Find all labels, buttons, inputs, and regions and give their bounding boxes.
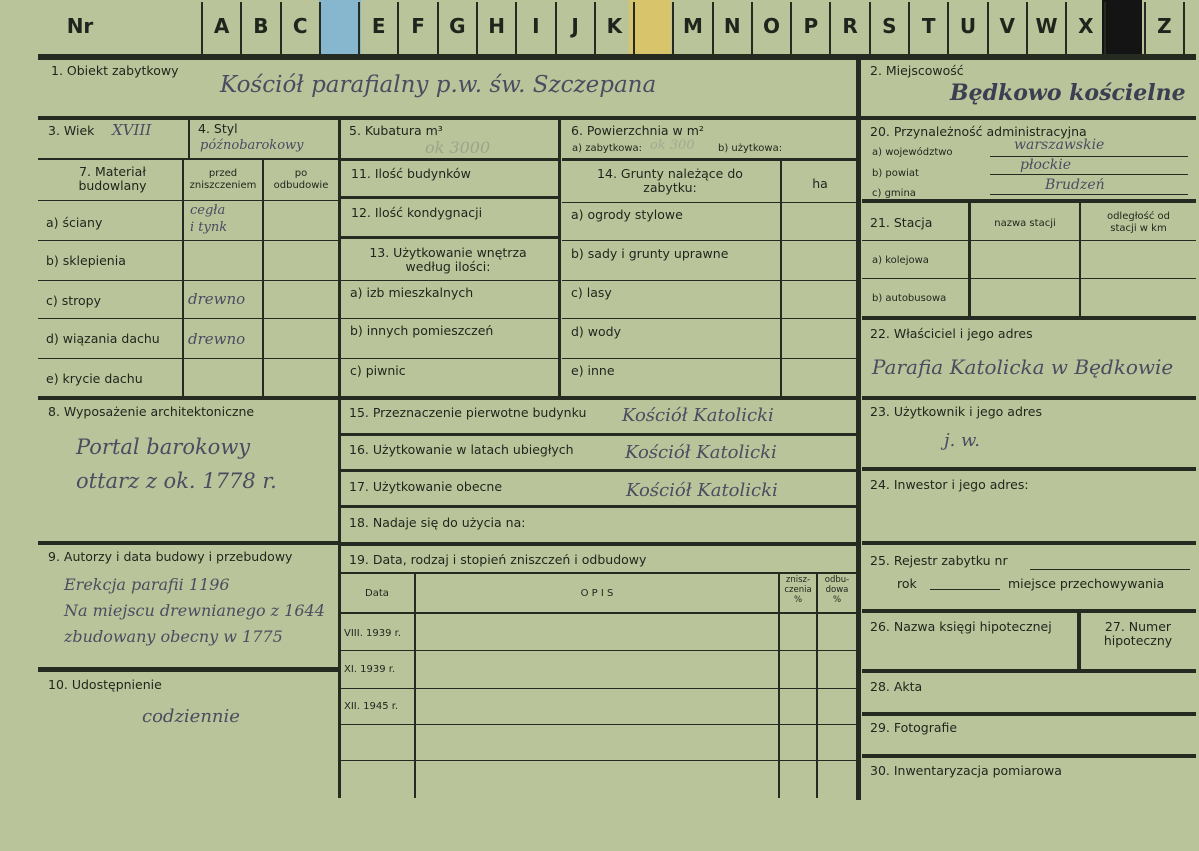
letter-separator: [594, 2, 596, 54]
letter-cell: G: [449, 14, 466, 38]
label-voivodeship: a) województwo: [872, 147, 953, 158]
letter-separator: [1026, 2, 1028, 54]
letter-separator: [751, 2, 753, 54]
label-authors: 9. Autorzy i data budowy i przebudowy: [48, 549, 293, 564]
hw-volume: ok 3000: [425, 138, 491, 157]
hw-owner: Parafia Katolicka w Będkowie: [872, 355, 1174, 379]
letter-cell: O: [763, 14, 781, 38]
letter-cell: H: [488, 14, 505, 38]
label-rebuild-pct-col: odbu- dowa %: [824, 575, 850, 605]
letter-cell: [1105, 4, 1144, 48]
hw-walls: cegła i tynk: [190, 203, 228, 235]
label-architectural-equipment: 8. Wyposażenie architektoniczne: [48, 404, 255, 419]
label-suitable-for: 18. Nadaje się do użycia na:: [349, 515, 526, 530]
label-measurement-inventory: 30. Inwentaryzacja pomiarowa: [870, 763, 1062, 778]
label-area: 6. Powierzchnia w m²: [571, 123, 704, 138]
label-forests: c) lasy: [571, 285, 612, 300]
letter-cell: N: [723, 14, 741, 38]
letter-cell: I: [532, 14, 540, 38]
letter-separator: [790, 2, 792, 54]
hw-area: ok 300: [650, 138, 695, 153]
label-access: 10. Udostępnienie: [48, 677, 162, 692]
label-damage: 19. Data, rodzaj i stopień zniszczeń i odbudowy: [349, 552, 647, 567]
hw-voivodeship: warszawskie: [1014, 137, 1105, 153]
letter-cell: V: [999, 14, 1015, 38]
letter-cell: X: [1078, 14, 1094, 38]
letter-separator: [672, 2, 674, 54]
letter-separator: [908, 2, 910, 54]
label-station: 21. Stacja: [870, 215, 933, 230]
letter-cell: [634, 4, 673, 48]
label-commune: c) gmina: [872, 188, 916, 199]
hw-original-purpose: Kościół Katolicki: [622, 405, 774, 426]
letter-cell: F: [411, 14, 425, 38]
label-roof-truss: d) wiązania dachu: [46, 331, 160, 346]
letter-separator: [869, 2, 871, 54]
label-hectares: ha: [812, 176, 828, 191]
label-cellars: c) piwnic: [350, 363, 406, 378]
label-century: 3. Wiek: [48, 123, 95, 138]
letter-separator: [633, 2, 635, 54]
label-station-name: nazwa stacji: [994, 218, 1056, 229]
label-files: 28. Akta: [870, 679, 923, 694]
nr-label: Nr: [66, 14, 94, 38]
letter-cell: E: [371, 14, 386, 38]
label-bus: b) autobusowa: [872, 293, 947, 304]
label-volume: 5. Kubatura m³: [349, 123, 443, 138]
hw-place: Będkowo kościelne: [950, 80, 1186, 106]
hw-authors: Erekcja parafii 1196 Na miejscu drewnianego z 1644 zbudowany obecny w 1775: [64, 575, 325, 646]
label-register-year: rok: [897, 576, 917, 591]
letter-cell: M: [683, 14, 703, 38]
letter-cell: R: [842, 14, 858, 38]
hw-county: płockie: [1020, 157, 1072, 173]
letter-separator: [1183, 2, 1185, 54]
label-walls: a) ściany: [46, 215, 103, 230]
label-description-col: O P I S: [580, 588, 614, 599]
label-orchards: b) sady i grunty uprawne: [571, 246, 729, 261]
letter-cell: C: [292, 14, 308, 38]
label-register: 25. Rejestr zabytku nr: [870, 553, 1008, 568]
label-current-use: 17. Użytkowanie obecne: [349, 479, 503, 494]
hw-object: Kościół parafialny p.w. św. Szczepana: [220, 72, 657, 98]
letter-separator: [201, 2, 203, 54]
label-ceilings: c) stropy: [46, 293, 101, 308]
hw-equipment: Portal barokowy ottarz z ok. 1778 r.: [76, 435, 277, 493]
hw-commune: Brudzeń: [1045, 177, 1105, 193]
label-user: 23. Użytkownik i jego adres: [870, 404, 1042, 419]
label-original-purpose: 15. Przeznaczenie pierwotne budynku: [349, 405, 587, 420]
hw-access: codziennie: [142, 706, 240, 727]
letter-separator: [987, 2, 989, 54]
hw-current-use: Kościół Katolicki: [626, 480, 778, 501]
label-material: 7. Materiał budowlany: [78, 164, 147, 193]
label-date-col: Data: [365, 588, 389, 599]
date-row-3: XII. 1945 r.: [344, 701, 399, 712]
letter-cell: W: [1035, 14, 1058, 38]
letter-cell: Z: [1157, 14, 1172, 38]
label-place: 2. Miejscowość: [870, 63, 964, 78]
letter-separator: [555, 2, 557, 54]
letter-separator: [829, 2, 831, 54]
hw-century: XVIII: [112, 121, 152, 139]
hw-style: późnobarokowy: [200, 138, 304, 153]
label-roofing: e) krycie dachu: [46, 371, 143, 386]
date-row-1: VIII. 1939 r.: [344, 628, 402, 639]
hw-ceilings: drewno: [188, 290, 246, 308]
letter-cell: K: [606, 14, 623, 38]
letter-cell: S: [882, 14, 897, 38]
hw-past-use: Kościół Katolicki: [625, 442, 777, 463]
date-row-2: XI. 1939 r.: [344, 664, 396, 675]
letter-separator: [1144, 2, 1146, 54]
letter-separator: [515, 2, 517, 54]
label-mortgage-book: 26. Nazwa księgi hipotecznej: [870, 619, 1052, 634]
hw-user: j. w.: [944, 430, 981, 451]
label-storage-place: miejsce przechowywania: [1008, 576, 1165, 591]
letter-separator: [1065, 2, 1067, 54]
letter-separator: [397, 2, 399, 54]
letter-cell: U: [959, 14, 977, 38]
letter-separator: [358, 2, 360, 54]
label-land: 14. Grunty należące do zabytku:: [597, 166, 743, 195]
label-station-distance: odległość od stacji w km: [1106, 211, 1171, 234]
label-damage-pct-col: znisz- czenia %: [784, 575, 812, 605]
label-other-rooms: b) innych pomieszczeń: [350, 323, 494, 338]
letter-separator: [437, 2, 439, 54]
label-object: 1. Obiekt zabytkowy: [51, 63, 179, 78]
label-vaults: b) sklepienia: [46, 253, 126, 268]
label-before-damage: przed zniszczeniem: [189, 168, 257, 191]
label-gardens: a) ogrody stylowe: [571, 207, 683, 222]
label-after-rebuild: po odbudowie: [273, 168, 329, 191]
letter-separator: [240, 2, 242, 54]
letter-separator: [712, 2, 714, 54]
label-railway: a) kolejowa: [872, 255, 929, 266]
letter-separator: [1104, 2, 1106, 54]
label-area-usable: b) użytkowa:: [718, 143, 783, 154]
letter-cell: P: [803, 14, 819, 38]
letter-separator: [280, 2, 282, 54]
label-waters: d) wody: [571, 324, 621, 339]
label-living-rooms: a) izb mieszkalnych: [350, 285, 474, 300]
hw-roof-truss: drewno: [188, 330, 246, 348]
label-mortgage-number: 27. Numer hipoteczny: [1103, 619, 1173, 648]
letter-separator: [947, 2, 949, 54]
letter-separator: [476, 2, 478, 54]
letter-cell: A: [213, 14, 230, 38]
label-owner: 22. Właściciel i jego adres: [870, 326, 1033, 341]
label-county: b) powiat: [872, 168, 919, 179]
label-style: 4. Styl: [198, 121, 238, 136]
label-investor: 24. Inwestor i jego adres:: [870, 477, 1029, 492]
label-photographs: 29. Fotografie: [870, 720, 958, 735]
label-interior-use: 13. Użytkowanie wnętrza według ilości:: [369, 245, 527, 274]
label-storeys: 12. Ilość kondygnacji: [351, 205, 483, 220]
letter-separator: [319, 2, 321, 54]
letter-cell: [320, 4, 359, 48]
letter-cell: J: [571, 14, 579, 38]
label-administration: 20. Przynależność administracyjna: [870, 124, 1087, 139]
letter-cell: T: [921, 14, 936, 38]
label-area-historic: a) zabytkowa:: [572, 143, 642, 154]
letter-cell: B: [253, 14, 269, 38]
label-other-land: e) inne: [571, 363, 615, 378]
label-past-use: 16. Użytkowanie w latach ubiegłych: [349, 442, 574, 457]
label-buildings-count: 11. Ilość budynków: [351, 166, 471, 181]
